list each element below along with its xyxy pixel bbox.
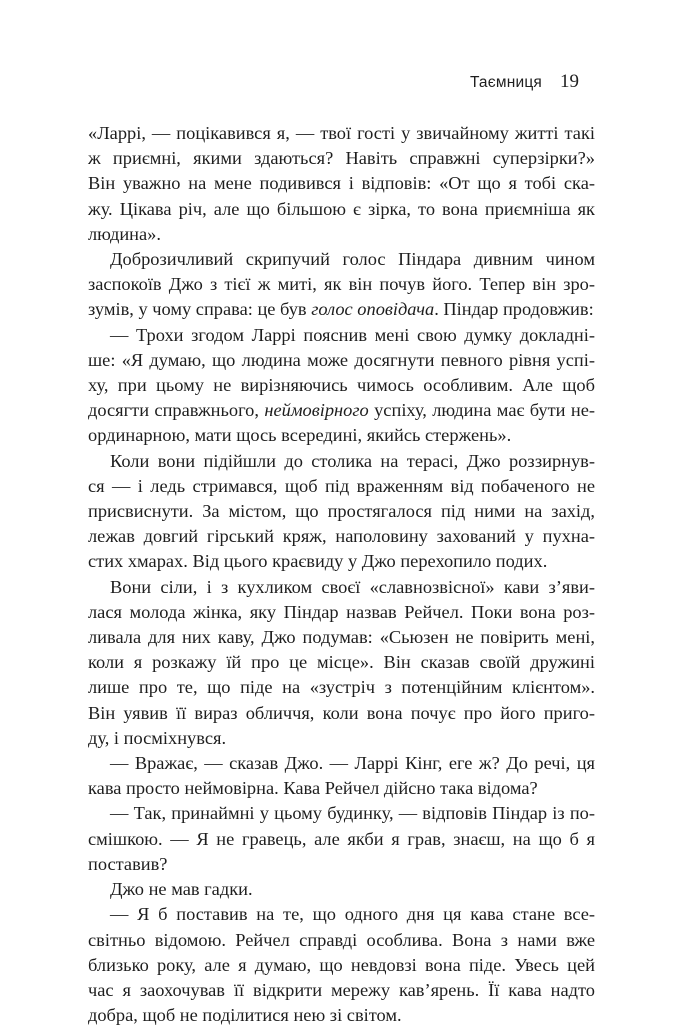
text-run: світньо відомою. Рейчел справді особлива. Вона з нами вже xyxy=(88,929,595,950)
text-line xyxy=(88,373,595,398)
text-run: жу. Цікава річ, але що більшою є зірка, то вона приємніша як xyxy=(88,198,595,219)
text-line xyxy=(88,852,595,877)
text-run: поставив? xyxy=(88,853,168,874)
text-run: ше: «Я думаю, що людина може досягнути певного рівня успі- xyxy=(88,349,595,370)
text-run: присвиснути. За містом, що простягалося під ними на захід, xyxy=(88,501,595,522)
text-line xyxy=(88,449,595,474)
text-run: Він уявив її вираз обличчя, коли вона почує про його приго- xyxy=(88,702,595,723)
text-run: — Так, принаймні у цьому будинку, — відповів Піндар із по- xyxy=(110,803,595,824)
text-run: добра, щоб не поділитися нею зі світом. xyxy=(88,1005,402,1026)
text-run: ливала для них каву, Джо подумав: «Сьюзен не повірить мені, xyxy=(88,627,595,648)
text-run: зумів, у чому справа: це був xyxy=(88,299,312,320)
text-run: Він уважно на мене подивився і відповів: «От що я тобі ска- xyxy=(88,173,595,194)
text-run: . Піндар продовжив: xyxy=(434,299,594,320)
paragraph xyxy=(88,751,595,801)
text-run: час я заохочував її відкрити мережу кав’ярень. Її кава надто xyxy=(88,979,595,1000)
text-run: стих хмарах. Від цього краєвиду у Джо перехопило подих. xyxy=(88,551,548,572)
text-line xyxy=(88,600,595,625)
text-line xyxy=(88,323,595,348)
paragraph xyxy=(88,575,595,751)
text-line xyxy=(88,751,595,776)
paragraph xyxy=(88,801,595,877)
text-run: досягти справжнього, xyxy=(88,400,265,421)
body-text xyxy=(88,121,595,1028)
text-line xyxy=(88,776,595,801)
page-number: 19 xyxy=(560,71,579,92)
text-run: ж приємні, якими здаються? Навіть справжні суперзірки?» xyxy=(88,148,595,169)
text-line xyxy=(88,348,595,373)
text-run: близько року, але я думаю, що невдовзі вона піде. Увесь цей xyxy=(88,954,595,975)
paragraph xyxy=(88,121,595,247)
text-line xyxy=(88,928,595,953)
paragraph xyxy=(88,323,595,449)
text-line xyxy=(88,549,595,574)
text-line xyxy=(88,1003,595,1028)
text-run: ду, і посміхнувся. xyxy=(88,727,227,748)
text-run: Джо не мав гадки. xyxy=(110,879,253,900)
paragraph xyxy=(88,247,595,323)
text-run: смішкою. — Я не гравець, але якби я грав, знаєш, на що б я xyxy=(88,828,595,849)
text-line xyxy=(88,171,595,196)
text-run: ху, при цьому не вирізняючись чимось особливим. Але щоб xyxy=(88,375,595,396)
text-run: Коли вони підійшли до столика на терасі, Джо роззирнув- xyxy=(110,450,595,471)
text-line xyxy=(88,978,595,1003)
text-line xyxy=(88,953,595,978)
text-line xyxy=(88,675,595,700)
text-run: коли я розкажу їй про це місце». Він сказав своїй дружині xyxy=(88,652,595,673)
text-run: кава просто неймовірна. Кава Рейчел дійсно така відома? xyxy=(88,778,538,799)
text-line xyxy=(88,827,595,852)
text-line xyxy=(88,524,595,549)
text-line xyxy=(88,197,595,222)
text-line xyxy=(88,726,595,751)
text-run: лася молода жінка, яку Піндар назвав Рейчел. Поки вона роз- xyxy=(88,601,595,622)
text-line xyxy=(88,801,595,826)
paragraph xyxy=(88,902,595,1028)
italic-text: неймовірного xyxy=(264,400,369,421)
text-run: — Я б поставив на те, що одного дня ця кава стане все- xyxy=(110,904,595,925)
text-run: — Трохи згодом Ларрі пояснив мені свою думку докладні- xyxy=(110,324,595,345)
text-run: лише про те, що піде на «зустріч з потенційним клієнтом». xyxy=(88,677,595,698)
text-line xyxy=(88,121,595,146)
text-line xyxy=(88,272,595,297)
text-run: «Ларрі, — поцікавився я, — твої гості у звичайному житті такі xyxy=(88,123,595,143)
paragraph xyxy=(88,877,595,902)
text-line xyxy=(88,423,595,448)
text-line xyxy=(88,877,595,902)
text-line xyxy=(88,297,595,322)
text-line xyxy=(88,650,595,675)
chapter-title: Таємниця xyxy=(469,74,542,91)
text-line xyxy=(88,146,595,171)
text-run: — Вражає, — сказав Джо. — Ларрі Кінг, еге ж? До речі, ця xyxy=(110,753,595,774)
text-line xyxy=(88,474,595,499)
text-line xyxy=(88,247,595,272)
text-run: Вони сіли, і з кухликом своєї «славнозвісної» кави з’яви- xyxy=(110,576,595,597)
text-line xyxy=(88,701,595,726)
text-run: лежав довгий гірський кряж, наполовину захований у пухна- xyxy=(88,526,595,547)
text-run: людина». xyxy=(88,223,161,244)
text-run: ординарною, мати щось всередині, якийсь стержень». xyxy=(88,425,512,446)
text-line xyxy=(88,575,595,600)
paragraph xyxy=(88,449,595,575)
text-line xyxy=(88,499,595,524)
text-line xyxy=(88,625,595,650)
text-run: ся — і ледь стримався, щоб під враженням від побаченого не xyxy=(88,475,595,496)
text-line xyxy=(88,222,595,247)
text-run: успіху, людина має бути не- xyxy=(368,400,595,421)
text-run: Доброзичливий скрипучий голос Піндара дивним чином xyxy=(110,249,595,270)
italic-text: голос оповідача xyxy=(311,299,435,320)
running-head xyxy=(470,71,579,93)
text-line xyxy=(88,902,595,927)
text-line xyxy=(88,398,595,423)
text-run: заспокоїв Джо з тієї ж миті, як він почув його. Тепер він зро- xyxy=(88,274,595,295)
